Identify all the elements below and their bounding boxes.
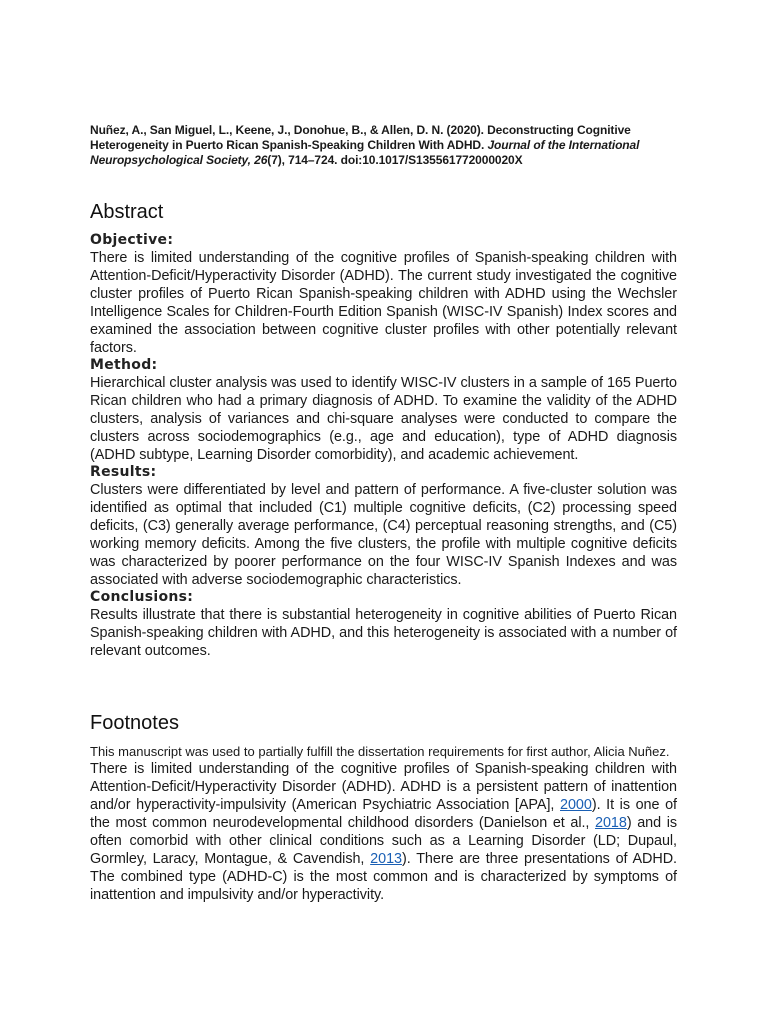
- results-text: Clusters were differentiated by level and pattern of performance. A five-cluster solution was identified as optimal that included (C1) multiple cognitive deficits, (C2) processing speed deficits, (C3) generally average performance, (C4) perceptual reasoning strengths, and (C5) working memory deficits. Among the five clusters, the profile with multiple cognitive deficits was characterized by poorer performance on the four WISC-IV Spanish Indexes and was associated with adverse sociodemographic characteristics.: [90, 482, 677, 588]
- conclusions-label: Conclusions:: [90, 589, 194, 605]
- citation-details: (7), 714–724. doi:10.1017/S135561772000020X: [267, 153, 523, 167]
- citation-authors-title: Nuñez, A., San Miguel, L., Keene, J., Donohue, B., & Allen, D. N. (2020). Deconstructing Cognitive Heterogeneity in Puerto Rican Spanish-Speaking Children With ADHD.: [90, 123, 631, 152]
- citation: [90, 123, 677, 168]
- citation-link-2018[interactable]: 2018: [595, 815, 627, 831]
- footnotes-heading: Footnotes: [90, 712, 179, 734]
- footnote-note: This manuscript was used to partially fulfill the dissertation requirements for first author, Alicia Nuñez.: [90, 744, 670, 759]
- citation-link-2000[interactable]: 2000: [560, 797, 592, 813]
- objective-text: There is limited understanding of the cognitive profiles of Spanish-speaking children with Attention-Deficit/Hyperactivity Disorder (ADHD). The current study investigated the cognitive cluster profiles of Puerto Rican Spanish-speaking children with ADHD using the Wechsler Intelligence Scales for Children-Fourth Edition Spanish (WISC-IV Spanish) Index scores and examined the association between cognitive cluster profiles with other potentially relevant factors.: [90, 250, 677, 356]
- footnote-paragraph: [90, 760, 677, 904]
- conclusions-text: Results illustrate that there is substantial heterogeneity in cognitive abilities of Puerto Rican Spanish-speaking children with ADHD, and this heterogeneity is associated with a number of relevant outcomes.: [90, 607, 677, 659]
- footnote-text-1: There is limited understanding of the cognitive profiles of Spanish-speaking children with Attention-Deficit/Hyperactivity Disorder (ADHD). ADHD is a persistent pattern of inattention and/or hyperactivity-impulsivity (American Psychiatric Association [APA],: [90, 761, 677, 813]
- abstract-heading: Abstract: [90, 201, 164, 223]
- abstract-body: [90, 232, 677, 660]
- footnotes-body: [90, 743, 677, 904]
- citation-journal: Journal of the International Neuropsychological Society, 26: [90, 138, 640, 167]
- footnote-text-2: ). It is one of the most common neurodevelopmental childhood disorders (Danielson et al.,: [90, 797, 677, 831]
- citation-link-2013[interactable]: 2013: [370, 851, 402, 867]
- footnote-text-4: ). There are three presentations of ADHD. The combined type (ADHD-C) is the most common and is characterized by symptoms of inattention and impulsivity and/or hyperactivity.: [90, 851, 677, 903]
- results-label: Results:: [90, 464, 157, 480]
- method-label: Method:: [90, 357, 158, 373]
- footnote-text-3: ) and is often comorbid with other clinical conditions such as a Learning Disorder (LD; Dupaul, Gormley, Laracy, Montague, & Cavendish,: [90, 815, 677, 867]
- objective-label: Objective:: [90, 232, 174, 248]
- method-text: Hierarchical cluster analysis was used to identify WISC-IV clusters in a sample of 165 Puerto Rican children who had a primary diagnosis of ADHD. To examine the validity of the ADHD clusters, analysis of variances and chi-square analyses were conducted to compare the clusters across sociodemographics (e.g., age and education), type of ADHD diagnosis (ADHD subtype, Learning Disorder comorbidity), and academic achievement.: [90, 375, 677, 463]
